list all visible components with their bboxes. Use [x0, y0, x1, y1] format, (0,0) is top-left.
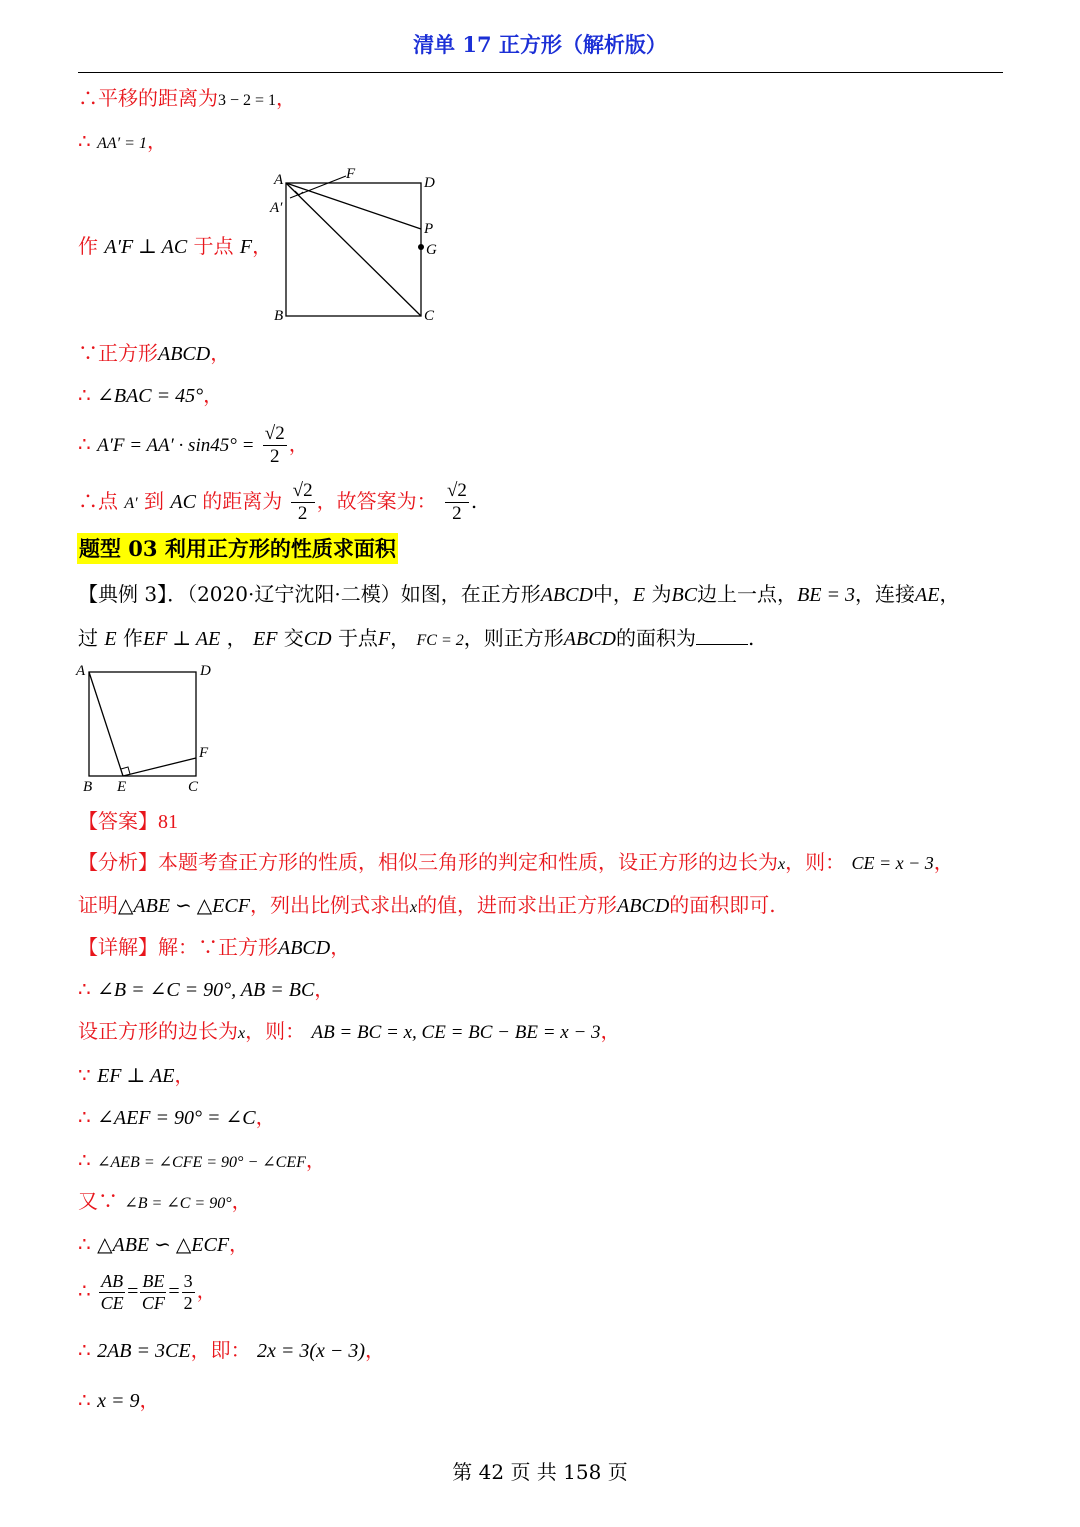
- solution-line-4: ∵正方形ABCD，: [78, 341, 231, 365]
- label-b: B: [274, 308, 284, 324]
- solution-line-1: ∴平移的距离为3 − 2 = 1，: [78, 86, 297, 110]
- detail-line-8: ∴ △ABE ∽ △ECF，: [78, 1232, 250, 1256]
- label-c: C: [424, 308, 435, 324]
- segment-ae: [89, 672, 123, 776]
- detail-line-1: 【详解】解：∵正方形ABCD，: [78, 935, 351, 959]
- header-divider: [78, 72, 1003, 73]
- ratio-3-2: $\frac{3}{2}$: [183, 1271, 193, 1313]
- page-header-title: 清单 17 正方形（解析版）: [413, 32, 667, 57]
- label-f: F: [199, 745, 209, 761]
- answer-line: 【答案】81: [78, 809, 178, 833]
- label-d: D: [200, 663, 211, 679]
- detail-line-3: 设正方形的边长为x，则： AB = BC = x, CE = BC − BE = x − 3，: [78, 1019, 621, 1043]
- solution-line-6: ∴ A′F = AA′ · sin45° = $\frac{√2}{2}$ ，: [78, 423, 309, 467]
- detail-line-2: ∴ ∠B = ∠C = 90°, AB = BC，: [78, 977, 335, 1001]
- label-e: E: [117, 779, 127, 795]
- label-a-prime: A′: [270, 200, 283, 216]
- figure-square-2: [74, 658, 224, 798]
- label-f: F: [346, 166, 356, 182]
- label-a: A: [76, 663, 86, 679]
- point-g: [418, 244, 424, 250]
- detail-line-5: ∴ ∠AEF = 90° = ∠C，: [78, 1105, 276, 1129]
- solution-line-5: ∴ ∠BAC = 45°，: [78, 383, 224, 407]
- detail-line-9: ∴ $\frac{AB}{CE}$ = $\frac{BE}{CF}$ = $\frac{3}{2}$ ，: [78, 1271, 217, 1313]
- label-b: B: [83, 779, 93, 795]
- diagonal-ac: [286, 183, 421, 316]
- example-line-2: 过 E 作EF ⊥ AE ， EF 交CD 于点F， FC = 2，则正方形ABCD的面积为 .: [78, 626, 755, 650]
- analysis-line-2: 证明△ABE ∽ △ECF，列出比例式求出x的值，进而求出正方形ABCD的面积即可.: [78, 893, 776, 917]
- solution-line-3: 作 A′F ⊥ AC 于点 F，: [78, 234, 273, 258]
- segment-ef: [123, 758, 196, 776]
- label-g: G: [426, 242, 437, 258]
- fraction-answer-2: $\frac{√2}{2}$: [446, 480, 467, 524]
- page-footer: 第 42 页 共 158 页: [452, 1460, 628, 1484]
- solution-line-2: ∴ AA′ = 1，: [78, 129, 167, 153]
- detail-line-6: ∴ ∠AEB = ∠CFE = 90° − ∠CEF，: [78, 1148, 326, 1172]
- figure-square-1: [268, 165, 448, 330]
- analysis-line-1: 【分析】本题考查正方形的性质，相似三角形的判定和性质，设正方形的边长为x，则： CE = x − 3，: [78, 850, 954, 874]
- ratio-be-cf: $\frac{BE}{CF}$: [141, 1271, 165, 1313]
- label-p: P: [424, 221, 434, 237]
- detail-line-10: ∴ 2AB = 3CE，即： 2x = 3(x − 3)，: [78, 1338, 386, 1362]
- detail-line-4: ∵ EF ⊥ AE，: [78, 1063, 195, 1087]
- square-abcd-2: [89, 672, 196, 776]
- label-a: A: [274, 172, 284, 188]
- solution-line-7: ∴点 A′ 到 AC 的距离为 $\frac{√2}{2}$ ，故答案为： $\frac{√2}{2}$ .: [78, 480, 478, 524]
- ratio-ab-ce: $\frac{AB}{CE}$: [100, 1271, 124, 1313]
- detail-line-11: ∴ x = 9，: [78, 1388, 160, 1412]
- answer-blank: [696, 626, 748, 645]
- example-line-1: 【典例 3】．（2020·辽宁沈阳·二模）如图，在正方形ABCD中，E 为BC边上一点，BE = 3，连接AE，: [78, 582, 960, 606]
- segment-ap: [286, 183, 421, 229]
- label-c: C: [188, 779, 199, 795]
- section-heading: 题型 03 利用正方形的性质求面积: [77, 538, 398, 559]
- detail-line-7: 又∵ ∠B = ∠C = 90°，: [78, 1189, 252, 1213]
- fraction-sqrt2-over-2: $\frac{√2}{2}$: [264, 423, 285, 467]
- label-d: D: [424, 175, 435, 191]
- fraction-answer-1: $\frac{√2}{2}$: [292, 480, 313, 524]
